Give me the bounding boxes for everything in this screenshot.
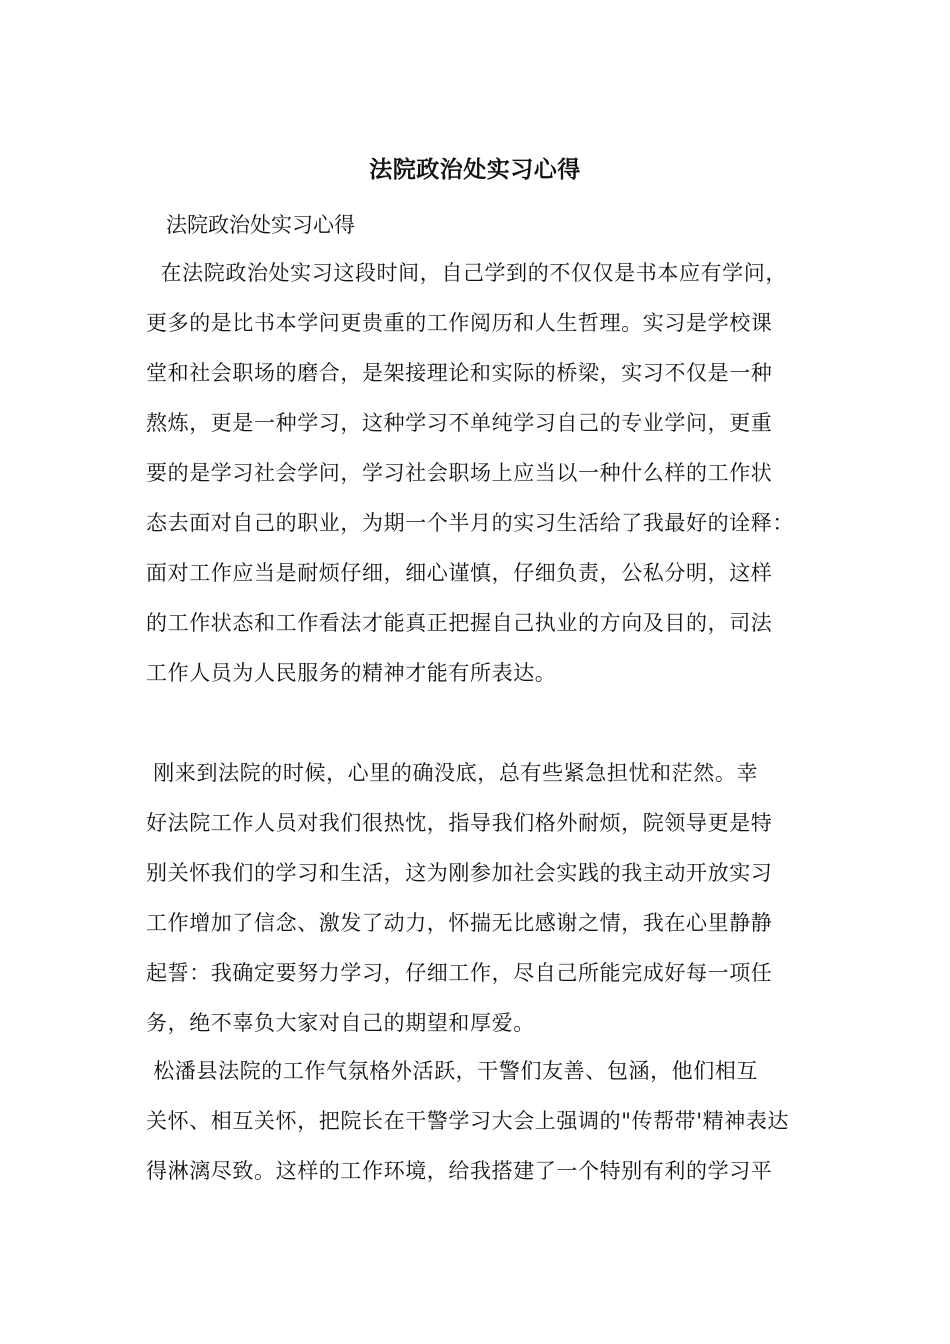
paragraph-line: 松潘县法院的工作气氛格外活跃，干警们友善、包涵，他们相互 xyxy=(146,1059,759,1083)
paragraph-line: 关怀、相互关怀，把院长在干警学习大会上强调的"传帮带'精神表达 xyxy=(146,1109,790,1133)
document-subtitle: 法院政治处实习心得 xyxy=(166,213,355,237)
document-title: 法院政治处实习心得 xyxy=(369,156,581,183)
paragraph-line: 要的是学习社会学问，学习社会职场上应当以一种什么样的工作状 xyxy=(146,461,773,485)
paragraph-3 xyxy=(146,1046,826,1196)
paragraph-line: 别关怀我们的学习和生活，这为刚参加社会实践的我主动开放实习 xyxy=(146,861,773,885)
paragraph-line: 面对工作应当是耐烦仔细，细心谨慎，仔细负责，公私分明，这样 xyxy=(146,561,773,585)
paragraph-line: 更多的是比书本学问更贵重的工作阅历和人生哲理。实习是学校课 xyxy=(146,311,773,335)
paragraph-line: 刚来到法院的时候，心里的确没底，总有些紧急担忧和茫然。幸 xyxy=(146,761,759,785)
paragraph-line: 在法院政治处实习这段时间，自己学到的不仅仅是书本应有学问， xyxy=(146,261,787,285)
paragraph-line: 的工作状态和工作看法才能真正把握自己执业的方向及目的，司法 xyxy=(146,611,773,635)
paragraph-2 xyxy=(146,748,826,1048)
paragraph-line: 工作人员为人民服务的精神才能有所表达。 xyxy=(146,661,557,685)
paragraph-line: 堂和社会职场的磨合，是架接理论和实际的桥梁，实习不仅是一种 xyxy=(146,361,773,385)
paragraph-line: 起誓：我确定要努力学习，仔细工作，尽自己所能完成好每一项任 xyxy=(146,961,773,985)
paragraph-line: 态去面对自己的职业，为期一个半月的实习生活给了我最好的诠释： xyxy=(146,511,794,535)
paragraph-1 xyxy=(146,248,826,698)
paragraph-line: 工作增加了信念、激发了动力，怀揣无比感谢之情，我在心里静静 xyxy=(146,911,773,935)
paragraph-line: 务，绝不辜负大家对自己的期望和厚爱。 xyxy=(146,1011,535,1035)
paragraph-line: 好法院工作人员对我们很热忱，指导我们格外耐烦，院领导更是特 xyxy=(146,811,773,835)
paragraph-line: 熬炼，更是一种学习，这种学习不单纯学习自己的专业学问，更重 xyxy=(146,411,773,435)
paragraph-line: 得淋漓尽致。这样的工作环境，给我搭建了一个特别有利的学习平 xyxy=(146,1159,773,1183)
